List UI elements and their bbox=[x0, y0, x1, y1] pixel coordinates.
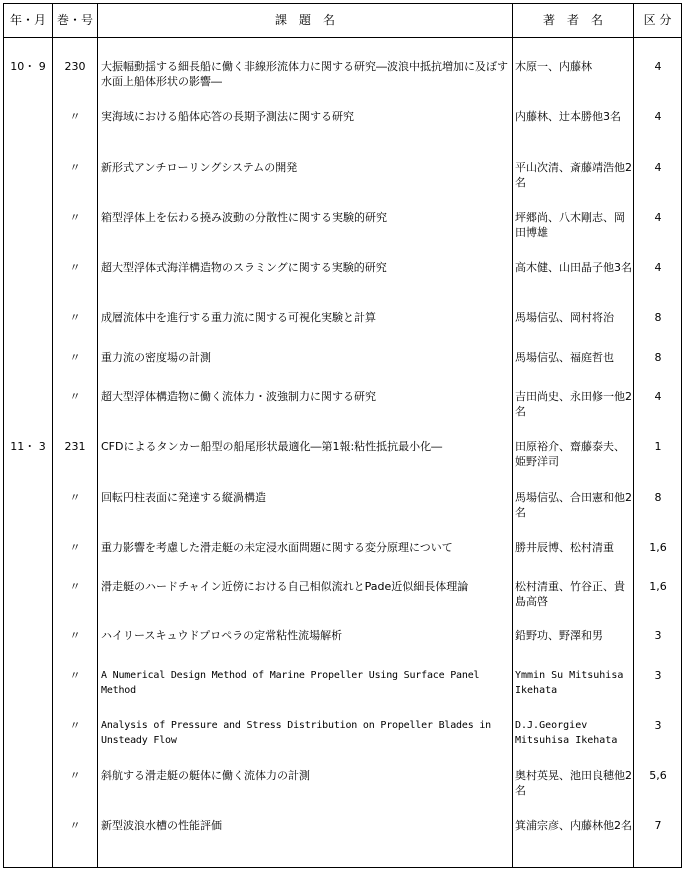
row-title: 超大型浮体構造物に働く流体力・波強制力に関する研究 bbox=[101, 390, 376, 403]
row-title: 滑走艇のハードチャイン近傍における自己相似流れとPade近似細長体理論 bbox=[101, 580, 469, 593]
header-date: 年・月 bbox=[9, 13, 46, 27]
row-authors: 内藤林、辻本勝他3名 bbox=[515, 110, 621, 123]
row-authors: 勝井辰博、松村清重 bbox=[515, 541, 614, 554]
row-category: 4 bbox=[654, 261, 662, 274]
row-category: 8 bbox=[654, 311, 662, 324]
row-volume: 〃 bbox=[69, 669, 81, 682]
row-volume: 〃 bbox=[69, 719, 81, 732]
row-authors: 松村清重、竹谷正、貴島高啓 bbox=[515, 580, 625, 608]
header-volume: 巻・号 bbox=[56, 13, 93, 27]
column-divider bbox=[52, 4, 53, 867]
paper-list-table bbox=[3, 3, 682, 868]
row-category: 3 bbox=[654, 719, 662, 732]
row-volume: 〃 bbox=[69, 629, 81, 642]
row-category: 4 bbox=[654, 161, 662, 174]
row-authors: 馬場信弘、合田憲和他2名 bbox=[515, 491, 632, 519]
row-authors: 馬場信弘、福庭哲也 bbox=[515, 351, 614, 364]
row-title: 斜航する滑走艇の艇体に働く流体力の計測 bbox=[101, 769, 310, 782]
row-category: 1 bbox=[654, 440, 662, 453]
row-category: 4 bbox=[654, 60, 662, 73]
row-authors: 吉田尚史、永田修一他2名 bbox=[515, 390, 632, 418]
row-authors: 坪郷尚、八木剛志、岡田博雄 bbox=[515, 211, 625, 239]
row-volume: 〃 bbox=[69, 769, 81, 782]
row-volume: 〃 bbox=[69, 351, 81, 364]
row-title: CFDによるタンカー船型の船尾形状最適化―第1報:粘性抵抗最小化― bbox=[101, 440, 443, 453]
row-category: 8 bbox=[654, 491, 662, 504]
row-authors: 平山次清、斎藤靖浩他2名 bbox=[515, 161, 632, 189]
row-authors: 木原一、内藤林 bbox=[515, 60, 592, 73]
header-divider bbox=[4, 37, 681, 38]
row-title: 大振幅動揺する細長船に働く非線形流体力に関する研究―波浪中抵抗増加に及ぼす水面上船体形状の影響― bbox=[101, 60, 508, 88]
row-category: 5,6 bbox=[649, 769, 667, 782]
row-title: 成層流体中を進行する重力流に関する可視化実験と計算 bbox=[101, 311, 376, 324]
row-volume: 〃 bbox=[69, 390, 81, 403]
row-volume: 〃 bbox=[69, 161, 81, 174]
row-category: 1,6 bbox=[649, 580, 667, 593]
row-title: ハイリースキュウドプロペラの定常粘性流場解析 bbox=[101, 629, 343, 642]
row-authors: 馬場信弘、岡村将治 bbox=[515, 311, 614, 324]
row-category: 4 bbox=[654, 211, 662, 224]
row-date: 11・ 3 bbox=[10, 440, 46, 453]
row-authors: D.J.Georgiev Mitsuhisa Ikehata bbox=[515, 720, 618, 746]
row-category: 7 bbox=[654, 819, 662, 832]
row-authors: 箕浦宗彦、内藤林他2名 bbox=[515, 819, 632, 832]
row-authors: 鉛野功、野澤和男 bbox=[515, 629, 603, 642]
row-volume: 230 bbox=[64, 60, 86, 73]
row-title: 重力流の密度場の計測 bbox=[101, 351, 211, 364]
row-volume: 〃 bbox=[69, 580, 81, 593]
row-category: 8 bbox=[654, 351, 662, 364]
column-divider bbox=[512, 4, 513, 867]
row-title: 超大型浮体式海洋構造物のスラミングに関する実験的研究 bbox=[101, 261, 387, 274]
row-authors: 高木健、山田晶子他3名 bbox=[515, 261, 632, 274]
row-date: 10・ 9 bbox=[10, 60, 46, 73]
row-volume: 〃 bbox=[69, 261, 81, 274]
row-category: 3 bbox=[654, 629, 662, 642]
row-title: 新形式アンチローリングシステムの開発 bbox=[101, 161, 298, 174]
header-category: 区 分 bbox=[643, 13, 672, 27]
row-category: 1,6 bbox=[649, 541, 667, 554]
row-title: Analysis of Pressure and Stress Distribution on Propeller Blades in Unsteady Flow bbox=[101, 720, 491, 746]
row-volume: 〃 bbox=[69, 819, 81, 832]
row-volume: 〃 bbox=[69, 541, 81, 554]
row-volume: 〃 bbox=[69, 110, 81, 123]
row-volume: 〃 bbox=[69, 311, 81, 324]
row-title: 回転円柱表面に発達する縦渦構造 bbox=[101, 491, 266, 504]
row-category: 4 bbox=[654, 110, 662, 123]
row-category: 4 bbox=[654, 390, 662, 403]
column-divider bbox=[633, 4, 634, 867]
row-title: 実海域における船体応答の長期予測法に関する研究 bbox=[101, 110, 354, 123]
row-title: A Numerical Design Method of Marine Propeller Using Surface Panel Method bbox=[101, 670, 480, 696]
row-volume: 〃 bbox=[69, 211, 81, 224]
row-volume: 231 bbox=[64, 440, 86, 453]
header-authors: 著 者 名 bbox=[542, 13, 603, 27]
row-category: 3 bbox=[654, 669, 662, 682]
header-title: 課 題 名 bbox=[274, 13, 335, 27]
column-divider bbox=[97, 4, 98, 867]
row-authors: 奥村英晃、池田良穂他2名 bbox=[515, 769, 632, 797]
row-title: 新型波浪水槽の性能評価 bbox=[101, 819, 222, 832]
row-authors: 田原裕介、齋藤泰夫、姫野洋司 bbox=[515, 440, 625, 468]
row-title: 箱型浮体上を伝わる撓み波動の分散性に関する実験的研究 bbox=[101, 211, 387, 224]
row-volume: 〃 bbox=[69, 491, 81, 504]
row-authors: Ymmin Su Mitsuhisa Ikehata bbox=[515, 670, 624, 696]
row-title: 重力影響を考慮した滑走艇の未定浸水面問題に関する変分原理について bbox=[101, 541, 453, 554]
